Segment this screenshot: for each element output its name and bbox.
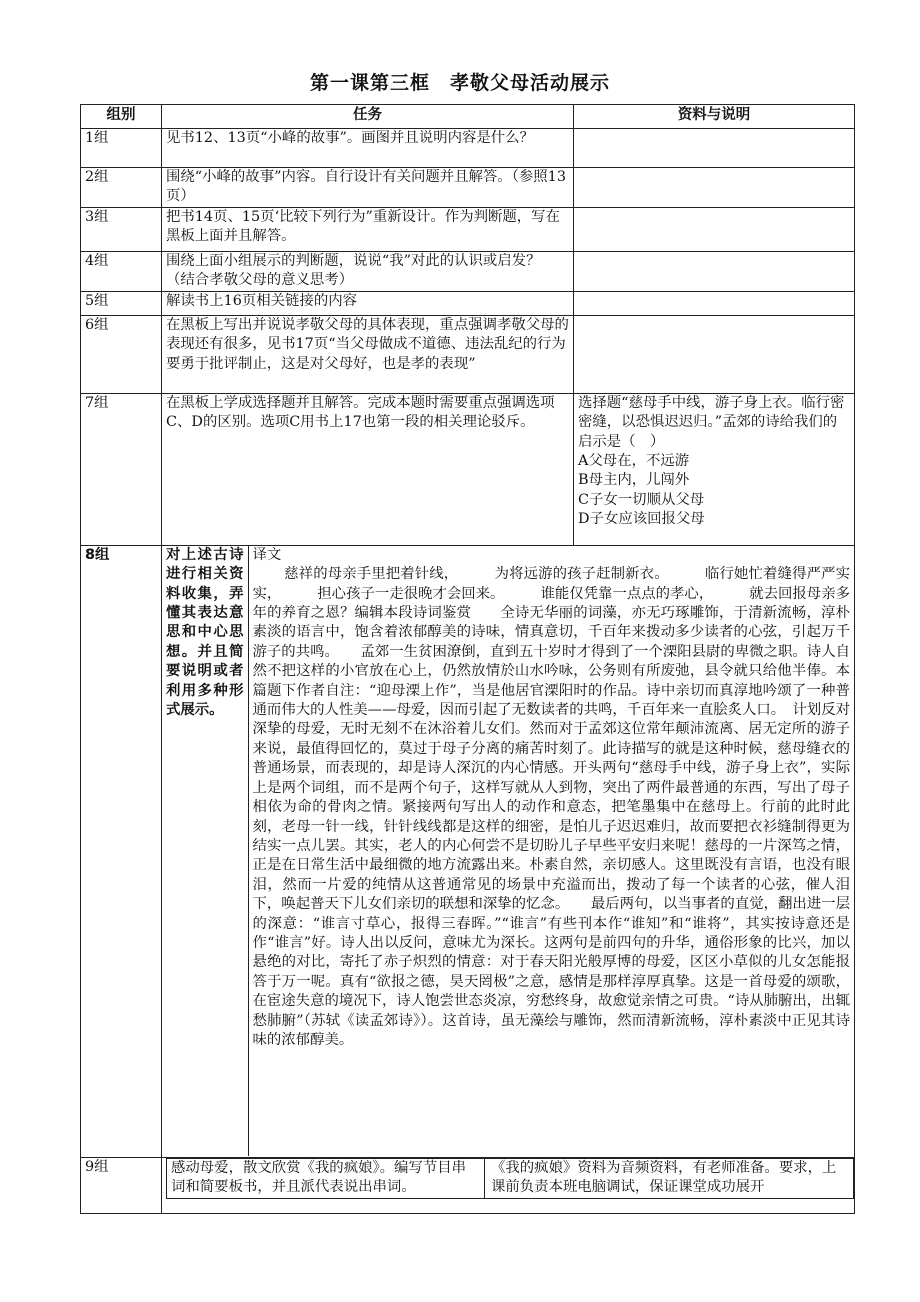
material-cell: [574, 291, 855, 315]
header-group: 组别: [81, 105, 162, 129]
activity-table: [80, 104, 855, 1214]
group-cell: 9组: [81, 1157, 162, 1213]
option-a: A父母在，不远游: [578, 453, 690, 470]
table-row: [81, 393, 855, 545]
translation-label: 译文: [252, 546, 282, 563]
material-cell: [574, 315, 855, 393]
group-cell: 2组: [81, 168, 162, 208]
group-cell: 6组: [81, 315, 162, 393]
task-cell: 见书12、13页“小峰的故事”。画图并且说明内容是什么？: [162, 129, 574, 168]
group-cell: 1组: [81, 129, 162, 168]
material-cell: [574, 129, 855, 168]
question-text: 选择题“慈母手中线，游子身上衣。临行密密缝，以恐惧迟迟归。”孟郊的诗给我们的启示是（ ）: [578, 394, 845, 450]
option-b: B母主内，儿闯外: [578, 472, 690, 489]
group9-inner: [166, 1158, 854, 1199]
table-row: [81, 207, 855, 251]
group8-inner: [162, 546, 854, 1156]
option-c: C子女一切顺从父母: [578, 491, 705, 508]
table-row: [81, 129, 855, 168]
group9-content: [162, 1157, 855, 1213]
table-header-row: [81, 105, 855, 129]
group-cell: 7组: [81, 393, 162, 545]
table-row: [81, 545, 855, 1157]
task-cell: 解读书上16页相关链接的内容: [162, 291, 574, 315]
table-row: [81, 168, 855, 208]
material-cell: 《我的疯娘》资料为音频资料，有老师准备。要求，上课前负责本班电脑调试，保证课堂成功展开: [485, 1158, 854, 1198]
table-row: [81, 1157, 855, 1213]
header-material: 资料与说明: [574, 105, 855, 129]
table-row: [81, 315, 855, 393]
group-cell: 3组: [81, 207, 162, 251]
material-cell: [574, 393, 855, 545]
translation-paragraph: 慈祥的母亲手里把着针线， 为将远游的孩子赶制新衣。 临行她忙着缝得严严实实， 担心孩子一走很晚才会回来。 谁能仅凭靠一点点的孝心， 就去回报母亲多年的养育之恩？编辑本段诗词鉴赏 全诗无华丽的词藻，亦无巧琢雕饰，于清新流畅，淳朴素淡的语言中，饱含着浓郁醇美的诗味，情真意切，千百年来拨动多少读者的心弦，引起万千游子的共鸣。 孟郊一生贫困潦倒，直到五十岁时才得到了一个溧阳县尉的卑微之职。诗人自然不把这样的小官放在心上，仍然放情於山水吟咏，公务则有所废弛，县令就只给他半俸。本篇题下作者自注：“迎母溧上作”，当是他居官溧阳时的作品。诗中亲切而真淳地吟颂了一种普通而伟大的人性美——母爱，因而引起了无数读者的共鸣，千百年来一直脍炙人口。 计划反对深挚的母爱，无时无刻不在沐浴着儿女们。然而对于孟郊这位常年颠沛流离、居无定所的游子来说，最值得回忆的，莫过于母子分离的痛苦时刻了。此诗描写的就是这种时候，慈母缝衣的普通场景，而表现的，却是诗人深沉的内心情感。开头两句“慈母手中线，游子身上衣”，实际上是两个词组，而不是两个句子，这样写就从人到物，突出了两件最普通的东西，写出了母子相依为命的骨肉之情。紧接两句写出人的动作和意态，把笔墨集中在慈母上。行前的此时此刻，老母一针一线，针针线线都是这样的细密，是怕儿子迟迟难归，故而要把衣衫缝制得更为结实一点儿罢。其实，老人的内心何尝不是切盼儿子早些平安归来呢！慈母的一片深笃之情，正是在日常生活中最细微的地方流露出来。朴素自然，亲切感人。这里既没有言语，也没有眼泪，然而一片爱的纯情从这普通常见的场景中充溢而出，拨动了每一个读者的心弦，催人泪下，唤起普天下儿女们亲切的联想和深挚的忆念。 最后两句，以当事者的直觉，翻出进一层的深意：“谁言寸草心，报得三春晖。”“谁言”有些刊本作“谁知”和“谁将”，其实按诗意还是作“谁言”好。诗人出以反问，意味尤为深长。这两句是前四句的升华，通俗形象的比兴，加以悬绝的对比，寄托了赤子炽烈的情意：对于春天阳光般厚博的母爱，区区小草似的儿女怎能报答于万一呢。真有“欲报之德，昊天罔极”之意，感情是那样淳厚真挚。这是一首母爱的颂歌，在宦途失意的境况下，诗人饱尝世态炎凉，穷愁终身，故愈觉亲情之可贵。“诗从肺腑出，出辄愁肺腑”（苏轼《读孟郊诗》）。这首诗，虽无藻绘与雕饰，然而清新流畅，淳朴素淡中正见其诗味的浓郁醇美。: [252, 566, 850, 1048]
material-cell: [574, 168, 855, 208]
table-row: [81, 291, 855, 315]
material-cell: [574, 207, 855, 251]
header-task: 任务: [162, 105, 574, 129]
group-cell: 8组: [81, 545, 162, 1157]
translation-cell: [248, 546, 854, 1156]
task-cell: 在黑板上学成选择题并且解答。完成本题时需要重点强调选项C、D的区别。选项C用书上17也第一段的相关理论驳斥。: [162, 393, 574, 545]
group-cell: 4组: [81, 251, 162, 291]
task-cell: 在黑板上写出并说说孝敬父母的具体表现，重点强调孝敬父母的表现还有很多，见书17页“当父母做成不道德、违法乱纪的行为要勇于批评制止，这是对父母好，也是孝的表现”: [162, 315, 574, 393]
task-cell: 对上述古诗进行相关资料收集，弄懂其表达意思和中心思想。并且简要说明或者利用多种形式展示。: [162, 546, 248, 1156]
table-row: [81, 251, 855, 291]
page-title: 第一课第三框 孝敬父母活动展示: [309, 72, 610, 94]
task-cell: 围绕“小峰的故事”内容。自行设计有关问题并且解答。（参照13页）: [162, 168, 574, 208]
task-cell: 把书14页、15页‘比较下列行为”重新设计。作为判断题，写在黑板上面并且解答。: [162, 207, 574, 251]
material-cell: [574, 251, 855, 291]
option-d: D子女应该回报父母: [578, 511, 705, 528]
group-cell: 5组: [81, 291, 162, 315]
task-cell: 围绕上面小组展示的判断题，说说“我”对此的认识或启发？（结合孝敬父母的意义思考）: [162, 251, 574, 291]
group8-content: [162, 545, 855, 1157]
task-cell: 感动母爱，散文欣赏《我的疯娘》。编写节目串词和简要板书，并且派代表说出串词。: [167, 1158, 485, 1198]
